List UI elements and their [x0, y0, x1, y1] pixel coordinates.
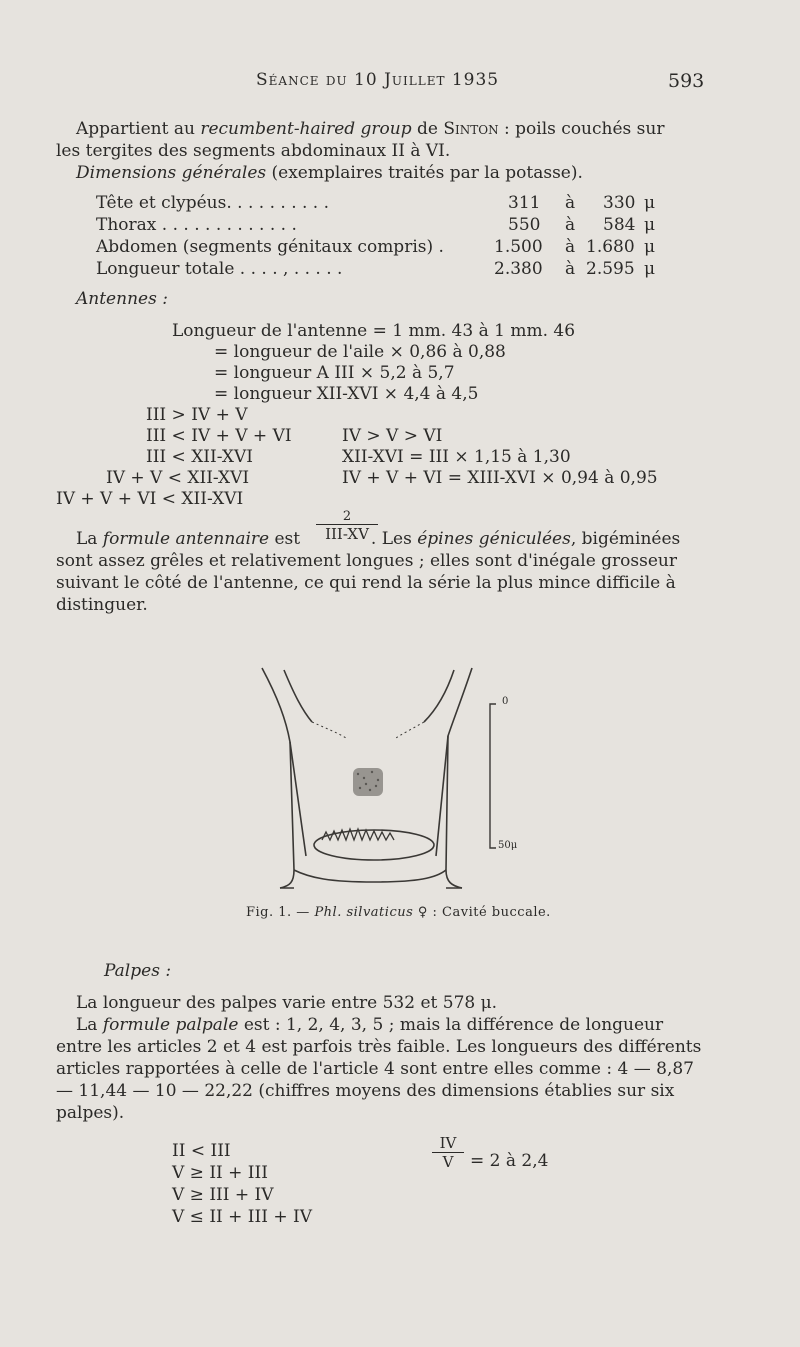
- paragraph-line: [76, 1014, 663, 1036]
- dim-max: 330: [603, 193, 636, 213]
- paragraph-line: suivant le côté de l'antenne, ce qui rend la série la plus mince difficile à: [56, 573, 676, 593]
- text: La: [76, 1015, 103, 1035]
- antennal-formula-line: [76, 528, 680, 550]
- text: La: [76, 529, 103, 549]
- italic-text: formule antennaire: [102, 529, 270, 549]
- palp-ratio-value: = 2 à 2,4: [470, 1151, 549, 1171]
- italic-text: Dimensions générales: [76, 163, 267, 183]
- italic-text: formule palpale: [102, 1015, 239, 1035]
- dim-label: Longueur totale . . . . , . . . . .: [96, 259, 343, 279]
- antenna-relation: IV > V > VI: [342, 426, 443, 446]
- fraction-denominator: V: [432, 1152, 464, 1171]
- antenna-formula: = longueur de l'aile × 0,86 à 0,88: [214, 342, 506, 362]
- paragraph-line: palpes).: [56, 1103, 125, 1123]
- text: de: [411, 119, 444, 139]
- palp-relation: II < III: [172, 1141, 231, 1161]
- antenna-relation: IV + V + VI = XIII-XVI × 0,94 à 0,95: [342, 468, 658, 488]
- dim-max: 2.595: [586, 259, 635, 279]
- figure-caption: [246, 905, 551, 920]
- section-heading-palpes: Palpes :: [104, 961, 172, 981]
- dim-min: 311: [508, 193, 541, 213]
- paragraph-line: La longueur des palpes varie entre 532 et 578 μ.: [76, 993, 498, 1013]
- text: , bigéminées: [570, 529, 681, 549]
- scale-label-bottom: 50μ: [498, 840, 518, 851]
- text: . Les: [365, 529, 418, 549]
- fraction-numerator: 2: [342, 509, 352, 524]
- scale-label-top: 0: [502, 696, 509, 707]
- dim-min: 1.500: [494, 237, 543, 257]
- intro-line-2: les tergites des segments abdominaux II à VI.: [56, 141, 451, 161]
- dim-label: Tête et clypéus. . . . . . . . . .: [96, 193, 330, 213]
- dim-label: Thorax . . . . . . . . . . . . .: [96, 215, 297, 235]
- author-name: Sinton: [443, 119, 499, 139]
- text: : poils couchés sur: [498, 119, 665, 139]
- palp-relation: V ≤ II + III + IV: [172, 1207, 313, 1227]
- dim-max: 1.680: [586, 237, 635, 257]
- buccal-cavity-figure: [250, 660, 530, 895]
- antenna-formula: Longueur de l'antenne = 1 mm. 43 à 1 mm. 46: [172, 321, 576, 341]
- antenna-formula: = longueur A III × 5,2 à 5,7: [214, 363, 455, 383]
- dim-label: Abdomen (segments génitaux compris) .: [96, 237, 444, 257]
- dim-unit: μ: [644, 215, 656, 235]
- dim-min: 2.380: [494, 259, 543, 279]
- running-header: Séance du 10 Juillet 1935: [256, 70, 500, 90]
- antenna-relation: III < IV + V + VI: [146, 426, 292, 446]
- page-number: 593: [668, 70, 705, 92]
- section-heading-antennes: Antennes :: [76, 289, 168, 309]
- dim-min: 550: [508, 215, 541, 235]
- text: ♀ : Cavité buccale.: [413, 905, 551, 920]
- text: Appartient au: [76, 119, 201, 139]
- dim-unit: μ: [644, 237, 656, 257]
- paragraph-line: distinguer.: [56, 595, 148, 615]
- dim-sep: à: [565, 215, 576, 235]
- text: est: [269, 529, 306, 549]
- paragraph-line: — 11,44 — 10 — 22,22 (chiffres moyens des dimensions établies sur six: [56, 1081, 675, 1101]
- palp-ratio-fraction: [432, 1134, 464, 1171]
- paragraph-line: articles rapportées à celle de l'article 4 sont entre elles comme : 4 — 8,87: [56, 1059, 694, 1079]
- text: (exemplaires traités par la potasse).: [266, 163, 583, 183]
- dim-unit: μ: [644, 259, 656, 279]
- paragraph-line: entre les articles 2 et 4 est parfois très faible. Les longueurs des différents: [56, 1037, 702, 1057]
- paragraph-line: sont assez grêles et relativement longues ; elles sont d'inégale grosseur: [56, 551, 677, 571]
- antenna-relation: XII-XVI = III × 1,15 à 1,30: [342, 447, 571, 467]
- antenna-relation: III < XII-XVI: [146, 447, 253, 467]
- italic-text: Phl. silvaticus: [314, 905, 414, 920]
- palp-relation: V ≥ III + IV: [172, 1185, 274, 1205]
- dim-unit: μ: [644, 193, 656, 213]
- italic-text: épines géniculées: [417, 529, 571, 549]
- fraction-denominator: III-XV: [316, 524, 378, 543]
- intro-line-3: [76, 162, 583, 184]
- intro-line-1: [76, 118, 664, 140]
- italic-text: recumbent-haired group: [200, 119, 412, 139]
- dim-sep: à: [565, 193, 576, 213]
- dim-max: 584: [603, 215, 636, 235]
- text: est : 1, 2, 4, 3, 5 ; mais la différence de longueur: [238, 1015, 664, 1035]
- dim-sep: à: [565, 259, 576, 279]
- fraction-numerator: IV: [439, 1134, 457, 1152]
- antenna-formula: = longueur XII-XVI × 4,4 à 4,5: [214, 384, 479, 404]
- palp-relation: V ≥ II + III: [172, 1163, 268, 1183]
- antennal-formula-fraction: [316, 510, 378, 543]
- antenna-relation: IV + V + VI < XII-XVI: [56, 489, 244, 509]
- text: Fig. 1. —: [246, 905, 315, 920]
- antenna-relation: III > IV + V: [146, 405, 248, 425]
- dim-sep: à: [565, 237, 576, 257]
- antenna-relation: IV + V < XII-XVI: [106, 468, 250, 488]
